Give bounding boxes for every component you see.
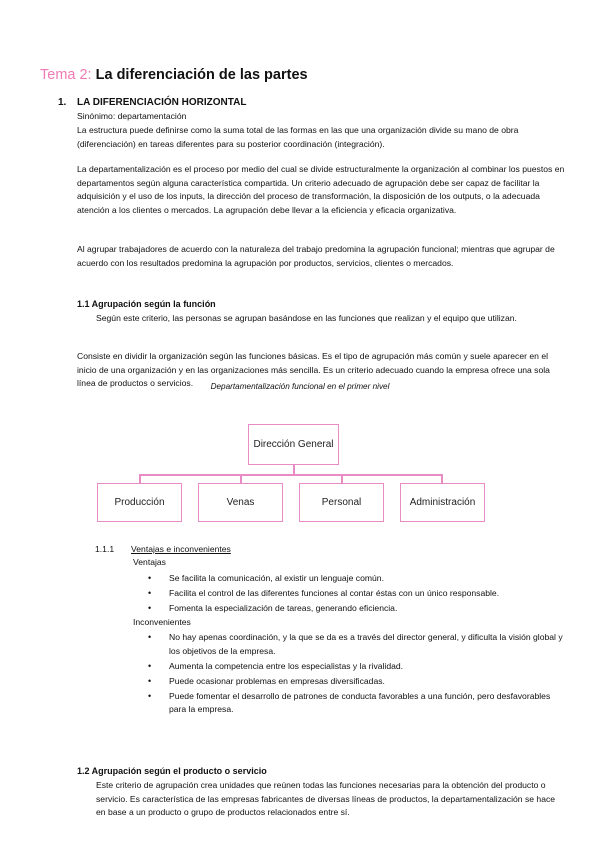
paragraph-funciones-basicas: Consiste en dividir la organización según las funciones básicas. Es el tipo de agrupación más común y suele aparecer en el inicio de una organización y en las organizaciones más sencilla. Es un criterio adecuado cuando la empresa ofrece una sola línea de productos o servicios. bbox=[77, 351, 550, 389]
paragraph-criterio-funcion: Según este criterio, las personas se agrupan basándose en las funciones que realizan y el equipo que utilizan. bbox=[96, 313, 517, 323]
disadvantages-list bbox=[169, 631, 569, 718]
paragraph-agrupacion: Al agrupar trabajadores de acuerdo con la naturaleza del trabajo predomina la agrupación funcional; mientras que agrupar de acuerdo con los resultados predomina la agrupación por productos, servicios, clientes o mercados. bbox=[77, 244, 555, 268]
disadvantages-label: Inconvenientes bbox=[133, 617, 191, 627]
list-item: • Puede fomentar el desarrollo de patrones de conducta favorables a una función, pero desfavorables para la empresa. bbox=[169, 690, 569, 717]
connector-horizontal bbox=[139, 474, 442, 476]
list-item: • Se facilita la comunicación, al existir un lenguaje común. bbox=[169, 572, 569, 586]
list-item: • Puede ocasionar problemas en empresas diversificadas. bbox=[169, 675, 569, 689]
section-1-1-1-title: Ventajas e inconvenientes bbox=[131, 544, 231, 554]
synonym-line: Sinónimo: departamentación bbox=[77, 111, 187, 121]
diagram-caption: Departamentalización funcional en el primer nivel bbox=[210, 382, 390, 391]
section-1-1-heading: 1.1 Agrupación según la función bbox=[77, 299, 216, 309]
section-1-1-1-heading bbox=[95, 544, 231, 554]
org-node-root: Dirección General bbox=[248, 424, 339, 465]
section-1-number: 1. bbox=[58, 97, 67, 108]
paragraph-departamentalizacion: La departamentalización es el proceso por medio del cual se divide estructuralmente la organización al combinar los puestos en departamentos según alguna característica compartida. Un criterio adecuado de agrupación debe ser capaz de facilitar la adquisición y el uso de los inputs, la dirección del proceso de transformación, la disposición de los outputs, o la adecuada atención a los clientes o mercados. La agrupación debe llevar a la eficiencia y eficacia organizativa. bbox=[77, 164, 565, 215]
page-title bbox=[40, 67, 308, 83]
section-1-heading bbox=[58, 97, 246, 108]
title-text: La diferenciación de las partes bbox=[95, 67, 308, 83]
advantages-label: Ventajas bbox=[133, 557, 166, 567]
org-node-administracion: Administración bbox=[400, 483, 485, 522]
advantages-list bbox=[169, 572, 569, 617]
paragraph-criterio-producto: Este criterio de agrupación crea unidades que reúnen todas las funciones necesarias para la obtención del producto o servicio. Es característica de las empresas fabricantes de diversas líneas de productos, la departamentalización se hace en base a un producto o grupo de productos relacionados entre sí. bbox=[96, 780, 556, 818]
list-item: • Aumenta la competencia entre los especialistas y la rivalidad. bbox=[169, 660, 569, 674]
list-item: • No hay apenas coordinación, y la que se da es a través del director general, y dificulta la visión global y los objetivos de la empresa. bbox=[169, 631, 569, 658]
list-item: • Fomenta la especialización de tareas, generando eficiencia. bbox=[169, 602, 569, 616]
section-1-title: LA DIFERENCIACIÓN HORIZONTAL bbox=[77, 97, 247, 108]
paragraph-structure: La estructura puede definirse como la suma total de las formas en las que una organización divide su mano de obra (diferenciación) en tareas diferentes para su posterior coordinación (integración). bbox=[77, 125, 519, 149]
org-node-venas: Venas bbox=[198, 483, 283, 522]
section-1-2-heading: 1.2 Agrupación según el producto o servicio bbox=[77, 766, 267, 776]
section-1-1-1-number: 1.1.1 bbox=[95, 544, 115, 554]
list-item: • Facilita el control de las diferentes funciones al contar éstas con un único responsable. bbox=[169, 587, 569, 601]
title-number: Tema 2: bbox=[40, 67, 92, 83]
org-node-produccion: Producción bbox=[97, 483, 182, 522]
org-node-personal: Personal bbox=[299, 483, 384, 522]
